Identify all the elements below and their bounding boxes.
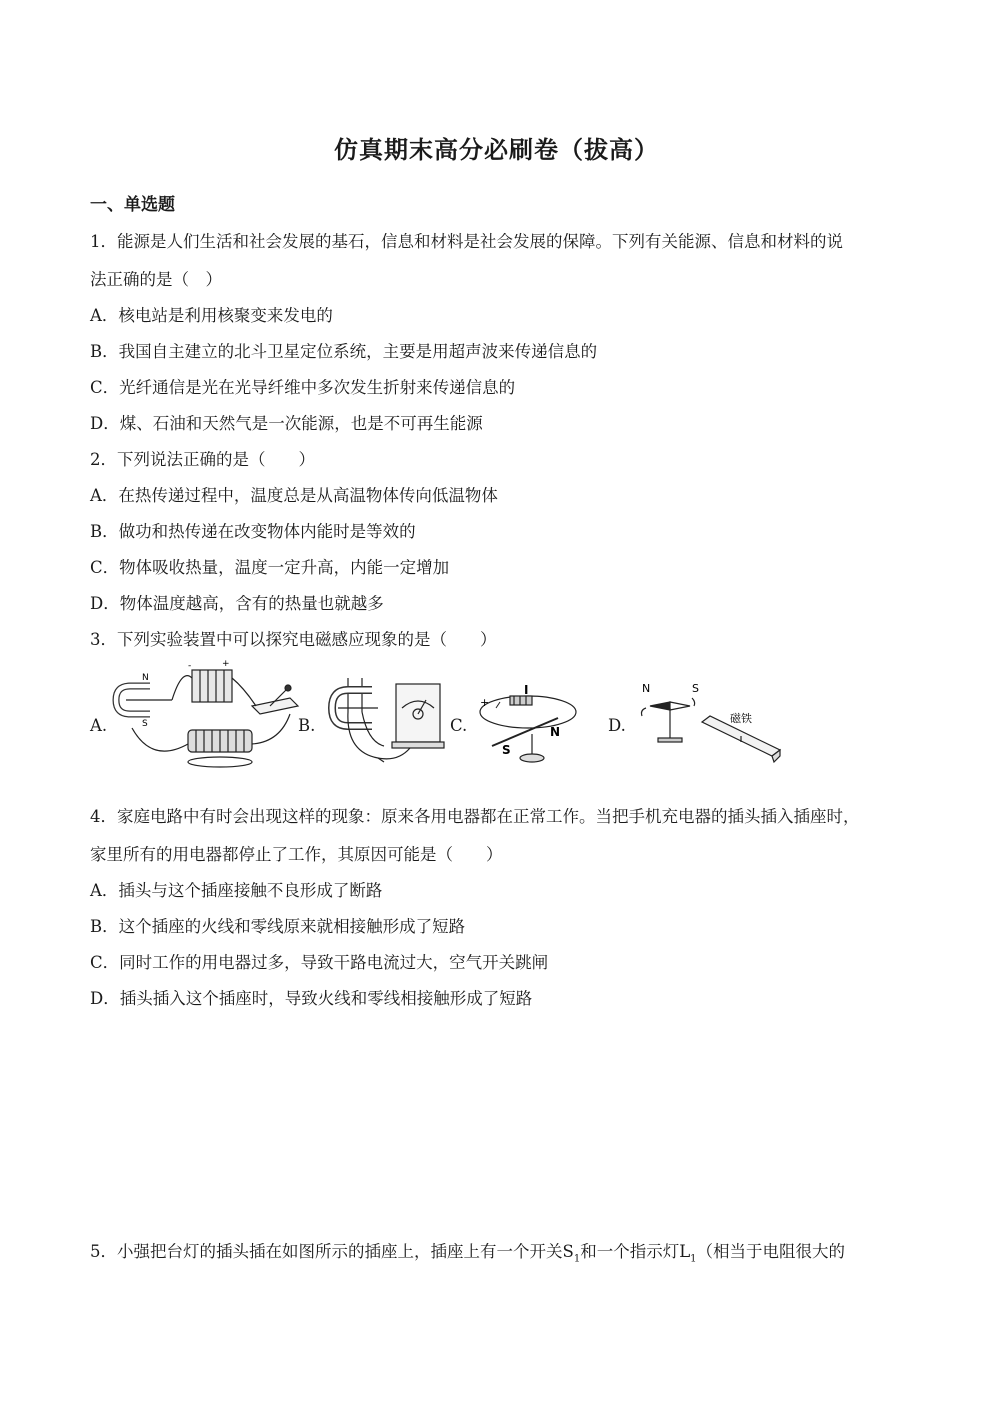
q3-figure-c: [472, 672, 582, 772]
q5-part3: （相当于电阻很大的: [696, 1242, 846, 1261]
fig-d-s-label: S: [692, 682, 699, 695]
q3-figure-d: [630, 676, 790, 772]
q2-stem: 2．下列说法正确的是（ ）: [90, 450, 315, 469]
q4-option-d: D．插头插入这个插座时，导致火线和零线相接触形成了短路: [90, 989, 533, 1008]
fig-a-plus-label: +: [222, 659, 230, 669]
q1-option-b: B．我国自主建立的北斗卫星定位系统，主要是用超声波来传递信息的: [90, 342, 598, 361]
fig-d-magnet-label: 磁铁: [730, 712, 752, 725]
q5-part2: 和一个指示灯L: [580, 1242, 691, 1261]
q5-stem: [90, 1238, 845, 1264]
q3-label-b: B.: [298, 716, 316, 735]
q2-option-c: C．物体吸收热量，温度一定升高，内能一定增加: [90, 558, 450, 577]
fig-c-n-label: N: [550, 725, 561, 739]
fig-a-n-label: N: [142, 673, 149, 683]
page-title: 仿真期末高分必刷卷（拔高）: [334, 135, 659, 164]
fig-c-current-label: I: [524, 683, 529, 697]
fig-c-plus-label: +: [480, 696, 490, 709]
q1-stem-line2: 法正确的是（ ）: [90, 270, 222, 289]
q4-option-a: A．插头与这个插座接触不良形成了断路: [90, 881, 383, 900]
q1-option-c: C．光纤通信是光在光导纤维中多次发生折射来传递信息的: [90, 378, 516, 397]
q4-stem-line1: 4．家庭电路中有时会出现这样的现象：原来各用电器都在正常工作。当把手机充电器的插头插入插座时，: [90, 807, 860, 826]
q5-sub1: 1: [573, 1253, 581, 1265]
q4-option-b: B．这个插座的火线和零线原来就相接触形成了短路: [90, 917, 466, 936]
q3-stem: 3．下列实验装置中可以探究电磁感应现象的是（ ）: [90, 630, 497, 649]
q2-option-d: D．物体温度越高，含有的热量也就越多: [90, 594, 384, 613]
fig-a-minus-label: -: [188, 661, 192, 671]
q1-stem-line1: 1．能源是人们生活和社会发展的基石，信息和材料是社会发展的保障。下列有关能源、信息和材料的说: [90, 232, 843, 251]
q3-figure-a: [112, 658, 302, 770]
section-heading: 一、单选题: [90, 195, 175, 215]
q3-figure-b: [318, 672, 448, 772]
fig-c-s-label: S: [502, 743, 511, 757]
q5-part1: 5．小强把台灯的插头插在如图所示的插座上，插座上有一个开关S: [90, 1242, 574, 1261]
q2-option-b: B．做功和热传递在改变物体内能时是等效的: [90, 522, 416, 541]
q1-option-a: A．核电站是利用核聚变来发电的: [90, 306, 333, 325]
q3-label-a: A.: [90, 716, 108, 735]
q1-option-d: D．煤、石油和天然气是一次能源，也是不可再生能源: [90, 414, 483, 433]
q2-option-a: A．在热传递过程中，温度总是从高温物体传向低温物体: [90, 486, 498, 505]
fig-d-n-label: N: [642, 682, 651, 695]
q3-label-c: C.: [450, 716, 468, 735]
q4-option-c: C．同时工作的用电器过多，导致干路电流过大，空气开关跳闸: [90, 953, 549, 972]
fig-a-s-label: S: [142, 719, 148, 729]
q3-label-d: D.: [608, 716, 626, 735]
q4-stem-line2: 家里所有的用电器都停止了工作，其原因可能是（ ）: [90, 845, 503, 864]
q5-sub2: 1: [690, 1253, 697, 1265]
